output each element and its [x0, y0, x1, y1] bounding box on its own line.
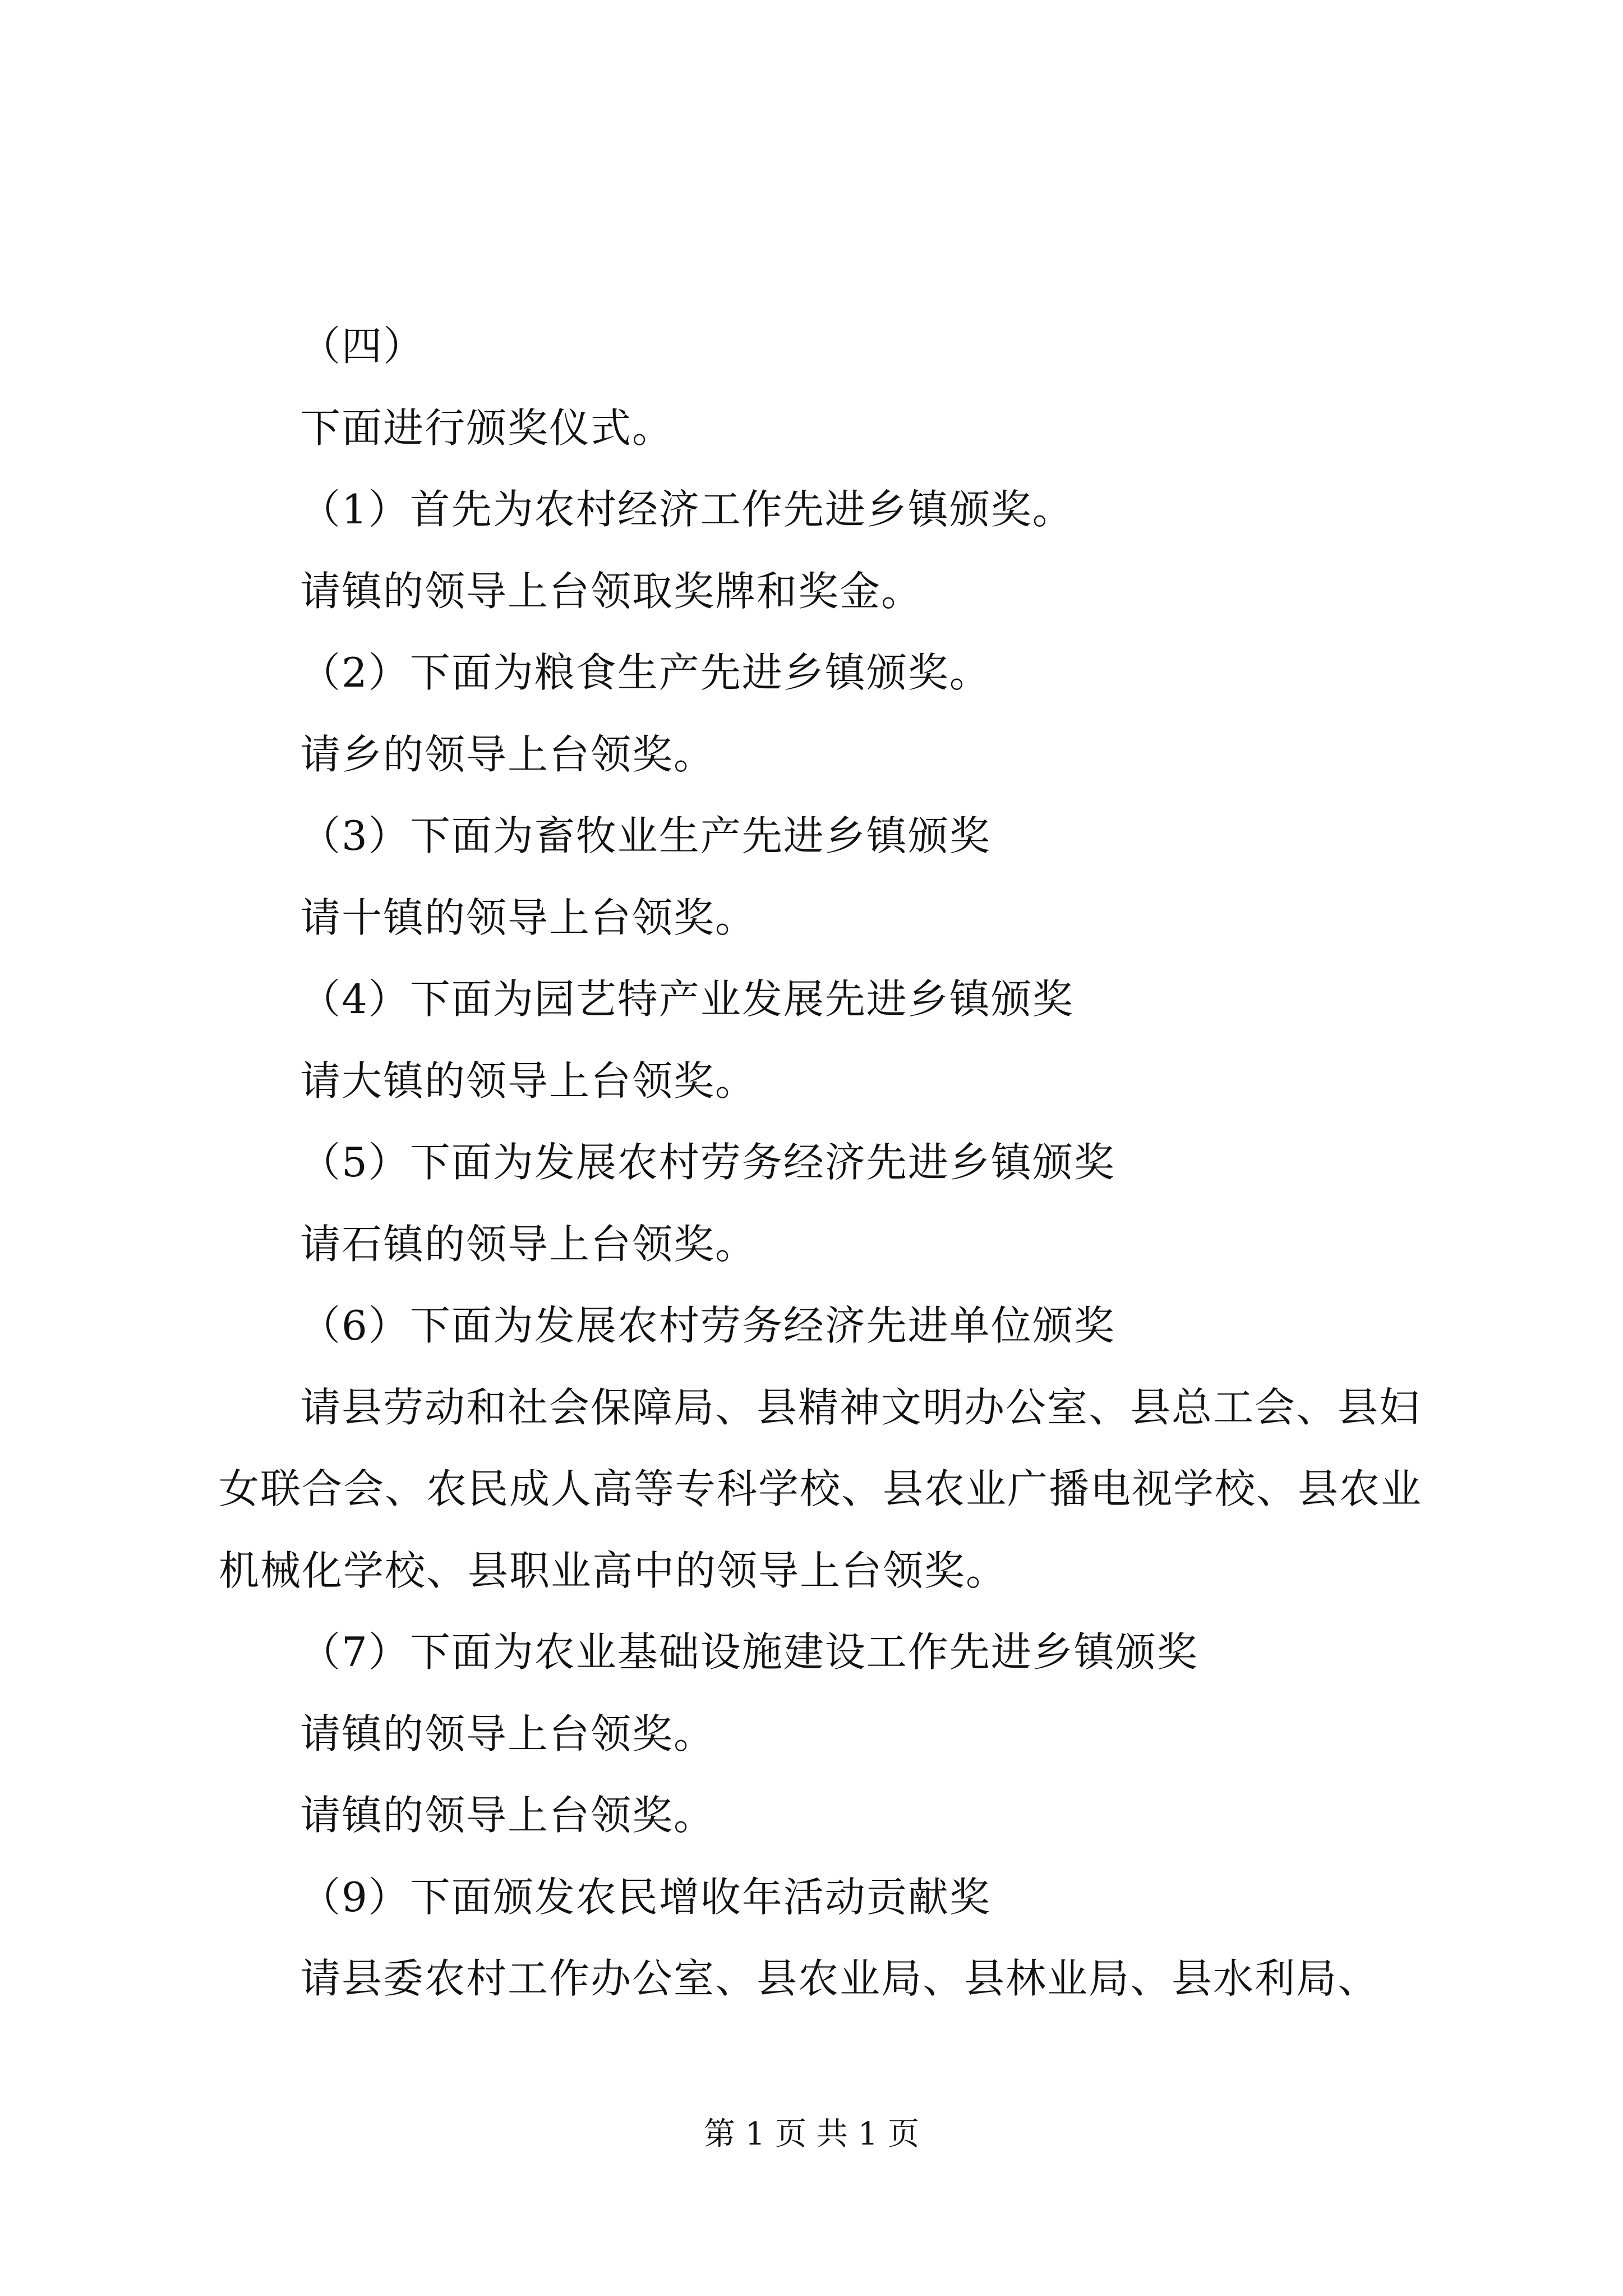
paragraph: 下面进行颁奖仪式。	[300, 404, 674, 452]
paragraph: （6）下面为发展农村劳务经济先进单位颁奖	[300, 1302, 1115, 1349]
paragraph: 请镇的领导上台领取奖牌和奖金。	[300, 567, 923, 615]
paragraph: （1）首先为农村经济工作先进乡镇颁奖。	[300, 486, 1074, 533]
paragraph: 请县劳动和社会保障局、县精神文明办公室、县总工会、县妇女联合会、农民成人高等专科学校、县农业广播电视学校、县农业机械化学校、县职业高中的领导上台领奖。	[219, 1383, 1423, 1594]
paragraph: （7）下面为农业基础设施建设工作先进乡镇颁奖	[300, 1628, 1198, 1676]
paragraph: （4）下面为园艺特产业发展先进乡镇颁奖	[300, 976, 1074, 1023]
paragraph: 请乡的领导上台领奖。	[300, 730, 716, 778]
paragraph: （5）下面为发展农村劳务经济先进乡镇颁奖	[300, 1139, 1115, 1186]
paragraph: （3）下面为畜牧业生产先进乡镇颁奖	[300, 812, 991, 859]
section-heading: （四）	[300, 323, 425, 370]
paragraph: 请镇的领导上台领奖。	[300, 1792, 716, 1839]
paragraph: 请大镇的领导上台领奖。	[300, 1057, 757, 1105]
paragraph: 请石镇的领导上台领奖。	[300, 1220, 757, 1268]
paragraph: 请县委农村工作办公室、县农业局、县林业局、县水利局、	[300, 1955, 1380, 2002]
document-body	[219, 306, 1441, 2020]
page-number-label: 第 1 页 共 1 页	[703, 2116, 920, 2152]
paragraph: （2）下面为粮食生产先进乡镇颁奖。	[300, 649, 991, 696]
paragraph: （9）下面颁发农民增收年活动贡献奖	[300, 1873, 991, 1921]
page-footer	[0, 2115, 1623, 2154]
paragraph: 请十镇的领导上台领奖。	[300, 894, 757, 941]
paragraph: 请镇的领导上台领奖。	[300, 1710, 716, 1757]
